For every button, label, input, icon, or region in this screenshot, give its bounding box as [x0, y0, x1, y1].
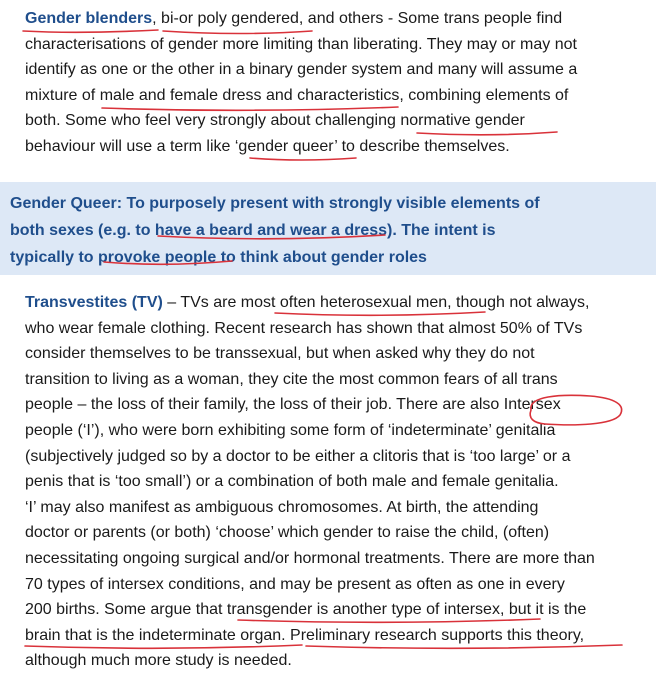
text-line: Transvestites (TV) – TVs are most often heterosexual men, though not always,: [25, 294, 590, 311]
text-line: necessitating ongoing surgical and/or hormonal treatments. There are more than: [25, 549, 595, 567]
text-line: penis that is ‘too small’) or a combination of both male and female genitalia.: [25, 473, 559, 491]
text-line: consider themselves to be transsexual, but when asked why they do not: [25, 345, 535, 363]
text-line: ‘I’ may also manifest as ambiguous chromosomes. At birth, the attending: [25, 498, 539, 516]
text-line: both. Some who feel very strongly about challenging normative gender: [25, 112, 525, 130]
text-line: people – the loss of their family, the loss of their job. There are also Intersex: [25, 396, 561, 414]
term-heading-gender-blenders: Gender blenders: [25, 10, 153, 27]
callout-line: both sexes (e.g. to have a beard and wear a dress). The intent is: [10, 222, 496, 239]
text-line: 70 types of intersex conditions, and may be present as often as one in every: [25, 575, 565, 593]
callout-text: [10, 190, 540, 271]
text-line: (subjectively judged so by a doctor to be either a clitoris that is ‘too large’ or a: [25, 447, 571, 465]
text-line: identify as one or the other in a binary gender system and many will assume a: [25, 61, 578, 79]
callout-line: Gender Queer: To purposely present with strongly visible elements of: [10, 195, 540, 212]
text-line: brain that is the indeterminate organ. Preliminary research supports this theory,: [25, 626, 585, 644]
text-line: although much more study is needed.: [25, 652, 292, 670]
callout-gender-queer: [0, 182, 656, 275]
text-line: Gender blenders, bi-or poly gendered, and others - Some trans people find: [25, 10, 563, 27]
section-transvestites: [25, 290, 650, 674]
text-line: people (‘I’), who were born exhibiting some form of ‘indeterminate’ genitalia: [25, 421, 556, 439]
term-heading-transvestites: Transvestites (TV): [25, 294, 163, 311]
text-line: mixture of male and female dress and characteristics, combining elements of: [25, 86, 569, 104]
text-line: who wear female clothing. Recent research has shown that almost 50% of TVs: [25, 319, 583, 337]
text-line: 200 births. Some argue that transgender is another type of intersex, but it is the: [25, 601, 587, 619]
text-line: behaviour will use a term like ‘gender queer’ to describe themselves.: [25, 137, 510, 155]
section-gender-blenders: [25, 6, 650, 160]
text-line: transition to living as a woman, they cite the most common fears of all trans: [25, 370, 558, 388]
text-line: characterisations of gender more limiting than liberating. They may or may not: [25, 35, 577, 53]
callout-line: typically to provoke people to think about gender roles: [10, 249, 427, 266]
text-line: doctor or parents (or both) ‘choose’ which gender to raise the child, (often): [25, 524, 550, 542]
